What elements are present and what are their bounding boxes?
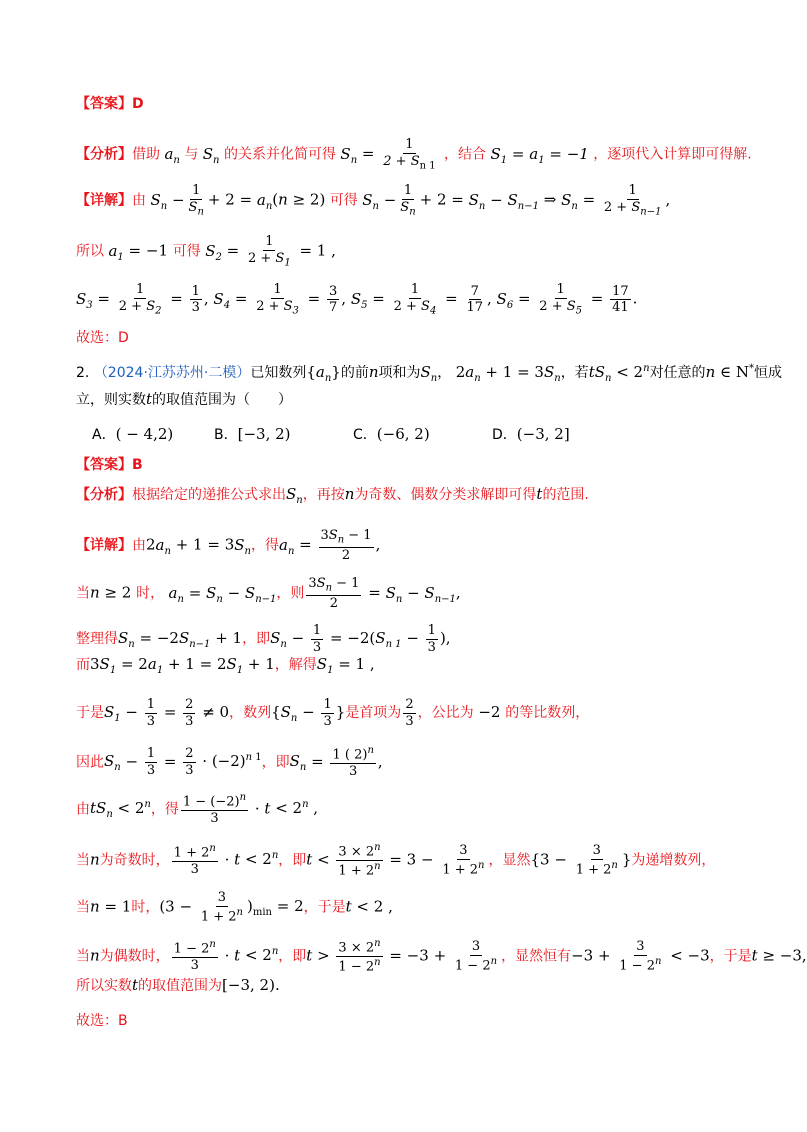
- math: $a_n$: [164, 144, 180, 166]
- analysis-text: 的范围.: [542, 487, 589, 503]
- detail-text: ，得: [250, 537, 279, 554]
- detail-text: ，即: [278, 948, 307, 965]
- math: $S_n$ −: [150, 190, 185, 212]
- math: $S_1 = a_1 = -1$: [490, 144, 589, 166]
- q2-stem-line1: 2. （2024·江苏苏州·二模）已知数列$\{a_n\}$的前n项和为$S_n$， $2a_n + 1 = 3S_n$，若$tS_n < 2^n$对任意的n ∈ N*恒成: [76, 363, 782, 384]
- q1-answer-line: [76, 97, 144, 111]
- detail-text: 由: [132, 537, 146, 554]
- q1-so-line: 所以 $a_1 = -1$ 可得 $S_2$ = $\frac{1}{2 + S_1}$ = 1 ,: [76, 234, 336, 269]
- detail-text: 而: [76, 657, 90, 673]
- detail-label: 【详解】: [76, 192, 132, 209]
- detail-text: 于是: [76, 705, 104, 722]
- detail-text: ，解得: [274, 657, 317, 673]
- answer-label: 【答案】: [76, 96, 132, 112]
- stem-text: 立，则实数: [76, 392, 146, 408]
- fraction: $\frac{1}{2 + S_{n 1}}$: [383, 137, 436, 172]
- q1-detail-line: 【详解】由 $S_n$ − $\frac{1}{S_n}$ + $2 = a_n(n \ge 2)$ 可得 $S_n$ − $\frac{1}{S_n}$ + $2 = S_n - S_{n-1}$ ⇒ $S_n$ = $\frac{1}{2 + S_{n-1}}$ ,: [76, 183, 671, 218]
- stem-text: 的前: [340, 365, 369, 381]
- q2-arrange-line: 整理得$S_n = -2S_{n-1} + 1$，即$S_n$ − $\frac{1}{3}$ = $-2(S_{n 1}$ − $\frac{1}{3}$ ),: [76, 623, 451, 655]
- detail-text: 的等比数列，: [505, 705, 590, 722]
- q2-conclusion-line: 所以实数t的取值范围为[−3, 2).: [76, 976, 280, 994]
- detail-text: 是首项为: [345, 705, 402, 722]
- detail-text: ，数列: [229, 705, 272, 722]
- option-d[interactable]: [492, 424, 570, 444]
- detail-text: ，即: [278, 852, 307, 869]
- q2-n1-line: 当n = 1时，(3 − $\frac{3}{1 + 2^n}$ )$_{min} = 2$，于是t < 2 ,: [76, 890, 393, 924]
- detail-text: ，公比为: [417, 705, 474, 722]
- analysis-text: 为奇数、偶数分类求解即可得: [354, 487, 537, 503]
- detail-text: ，于是: [303, 899, 346, 916]
- analysis-text: 根据给定的递推公式求出: [132, 487, 286, 503]
- q2-answer-line: [76, 458, 143, 472]
- question-number: 2.: [76, 365, 90, 381]
- q2-detail-line: 【详解】由$2a_n + 1 = 3S_n$，得$a_n$ = $\frac{3S_n - 1}{2}$ ,: [76, 528, 381, 563]
- option-label: B．: [214, 427, 238, 443]
- analysis-text: ，逐项代入计算即可得解.: [593, 146, 752, 163]
- detail-text: ，则: [276, 585, 305, 602]
- analysis-text: 借助: [132, 146, 160, 163]
- analysis-text: ，再按: [302, 487, 345, 503]
- stem-text: ，若: [560, 365, 589, 381]
- detail-text: 整理得: [76, 631, 118, 648]
- analysis-text: 与: [184, 146, 199, 163]
- detail-text: ，即: [242, 631, 271, 648]
- q2-when-line: 当n ≥ 2 时， $a_n = S_n - S_{n-1}$，则 $\frac{3S_n - 1}{2}$ = $S_n - S_{n-1}$,: [76, 576, 461, 611]
- answer-value: B: [132, 457, 143, 473]
- stem-text: 的取值范围为（ ）: [152, 392, 293, 408]
- detail-text: 时，: [131, 899, 160, 916]
- detail-text: 为递增数列，: [631, 852, 716, 869]
- stem-text: ，: [437, 365, 452, 381]
- detail-text: ，于是: [709, 948, 752, 965]
- q2-stem-line2: 立，则实数t的取值范围为（ ）: [76, 390, 293, 408]
- detail-label: 【详解】: [76, 537, 132, 554]
- question-source: （2024·江苏苏州·二模）: [93, 365, 251, 381]
- q2-even-line: 当n为偶数时， $\frac{1 - 2^n}{3}$ · $t < 2^n$，即t > $\frac{3 \times 2^n}{1 - 2^n}$ = −3 + $\frac{3}{1 - 2^n}$ ，显然恒有−3 + $\frac{3}{1 - 2^n}$ < −3，于是t ≥ −3,: [76, 938, 807, 975]
- option-c[interactable]: [353, 424, 430, 444]
- math: $S_n$: [202, 144, 220, 166]
- option-b[interactable]: [214, 424, 291, 444]
- option-label: D．: [492, 427, 517, 443]
- option-value: (−3, 2]: [516, 425, 570, 443]
- stem-text: 已知数列: [250, 365, 307, 381]
- q2-therefore-line: 因此$S_n$ − $\frac{1}{3}$ = $\frac{2}{3}$ · $(-2)^{n 1}$，即$S_n$ = $\frac{1 ( 2)^n}{3}$ ,: [76, 745, 383, 779]
- detail-text: 当: [76, 585, 90, 602]
- q2-and-line: 而$3S_1 = 2a_1 + 1 = 2S_1 + 1$，解得$S_1 = 1$ ,: [76, 655, 375, 676]
- detail-text: 为奇数时，: [99, 852, 170, 869]
- detail-text: 所以: [76, 243, 104, 260]
- option-label: C．: [353, 427, 377, 443]
- analysis-text: 的关系并化简可得: [223, 146, 336, 163]
- q1-analysis-line: 【分析】借助 $a_n$ 与 $S_n$ 的关系并化简可得 $S_n$ = $\frac{1}{2 + S_{n 1}}$ ，结合 $S_1 = a_1 = -1$ ，逐项代入计算即可得解.: [76, 137, 752, 172]
- detail-text: ，即: [261, 754, 290, 771]
- detail-text: 当: [76, 852, 90, 869]
- detail-text: 为偶数时，: [99, 948, 170, 965]
- stem-text: 恒成: [754, 365, 782, 381]
- q2-choose: 故选：B: [76, 1013, 128, 1029]
- detail-text: 可得: [329, 192, 358, 209]
- detail-text: 所以实数: [76, 978, 132, 994]
- detail-text: 可得: [172, 243, 201, 260]
- detail-text: 由: [76, 801, 90, 818]
- answer-label: 【答案】: [76, 457, 132, 473]
- q2-from-line: 由$tS_n < 2^n$，得 $\frac{1 - (-2)^n}{3}$ · $t < 2^n$ ,: [76, 792, 319, 826]
- detail-text: ，显然: [488, 852, 531, 869]
- analysis-label: 【分析】: [76, 146, 132, 163]
- answer-value: D: [132, 96, 144, 112]
- detail-text: 的取值范围为: [138, 978, 223, 994]
- detail-text: ，得: [150, 801, 179, 818]
- option-label: A．: [92, 427, 116, 443]
- detail-text: 当: [76, 899, 90, 916]
- option-value: [−3, 2): [237, 425, 291, 443]
- analysis-text: ，结合: [444, 146, 487, 163]
- q1-values-line: $S_3$ = $\frac{1}{2 + S_2}$ = $\frac{1}{3}$ , $S_4$ = $\frac{1}{2 + S_3}$ = $\frac{3}{7}$ , $S_5$ = $\frac{1}{2 + S_4}$ = $\frac{7}{17}$ , $S_6$ = $\frac{1}{2 + S_5}$ = $\frac{17}{41}$ .: [76, 282, 638, 317]
- option-a[interactable]: [92, 424, 173, 444]
- math: $S_n$: [340, 144, 358, 166]
- stem-text: 项和为: [378, 365, 421, 381]
- detail-text: 时，: [136, 585, 165, 602]
- q1-choose: 故选：D: [76, 330, 129, 346]
- q2-analysis-line: 【分析】根据给定的递推公式求出$S_n$，再按n为奇数、偶数分类求解即可得t的范围.: [76, 485, 589, 506]
- option-value: (−6, 2): [376, 425, 430, 443]
- q2-odd-line: 当n为奇数时， $\frac{1 + 2^n}{3}$ · $t < 2^n$，即t < $\frac{3 \times 2^n}{1 + 2^n}$ = 3 − $\frac{3}{1 + 2^n}$ ，显然{3 − $\frac{3}{1 + 2^n}$ }为递增数列，: [76, 842, 716, 879]
- detail-text: 因此: [76, 754, 104, 771]
- detail-text: ，显然恒有: [501, 948, 572, 965]
- option-value: ( − 4,2): [115, 425, 174, 443]
- detail-text: 由: [132, 192, 146, 209]
- detail-text: 当: [76, 948, 90, 965]
- stem-text: 对任意的: [649, 365, 706, 381]
- analysis-label: 【分析】: [76, 487, 132, 503]
- q2-seq-line: 于是$S_1$ − $\frac{1}{3}$ = $\frac{2}{3}$ ≠ 0，数列{$S_n$ − $\frac{1}{3}$ }是首项为 $\frac{2}{3}$ ，公比为 −2 的等比数列，: [76, 697, 590, 729]
